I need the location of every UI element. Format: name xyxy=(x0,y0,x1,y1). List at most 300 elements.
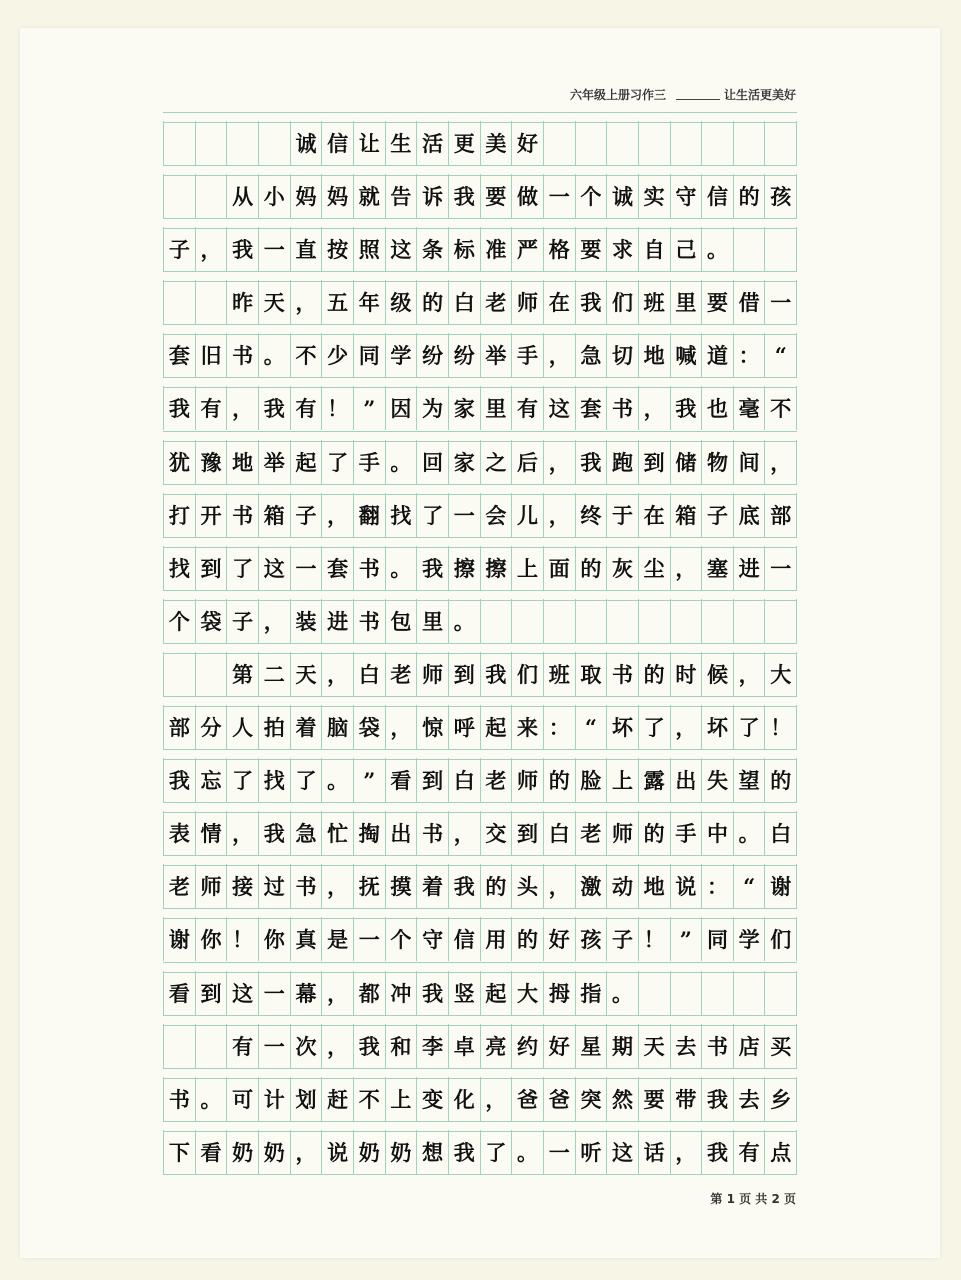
grid-cell: 美 xyxy=(480,121,512,165)
grid-cell: 子 xyxy=(226,599,258,643)
grid-cell: 我 xyxy=(575,440,607,484)
grid-cell: 接 xyxy=(226,864,258,908)
grid-cell: 失 xyxy=(701,758,733,802)
grid-cell: 了 xyxy=(480,1130,512,1174)
grid-cell xyxy=(606,599,638,643)
grid-cell: 信 xyxy=(321,121,353,165)
grid-cell: 书 xyxy=(353,546,385,590)
row-cells xyxy=(163,1024,797,1068)
grid-cell: 不 xyxy=(764,386,797,430)
grid-cell: 真 xyxy=(290,917,322,961)
text-row xyxy=(163,218,797,271)
grid-cell: 买 xyxy=(764,1024,797,1068)
grid-cell: 我 xyxy=(448,1130,480,1174)
grid-cell: 突 xyxy=(575,1077,607,1121)
grid-bottom-line xyxy=(163,1174,797,1175)
grid-cell: 旧 xyxy=(195,333,227,377)
grid-cell: 急 xyxy=(575,333,607,377)
grid-cell: 有 xyxy=(733,1130,765,1174)
grid-cell: 动 xyxy=(606,864,638,908)
grid-cell: 说 xyxy=(670,864,702,908)
grid-cell: ， xyxy=(385,705,417,749)
text-row xyxy=(163,643,797,696)
grid-cell: “ xyxy=(575,705,607,749)
grid-cell xyxy=(670,121,702,165)
grid-cell: 化 xyxy=(448,1077,480,1121)
grid-cell: ” xyxy=(353,758,385,802)
grid-cell: 来 xyxy=(511,705,543,749)
grid-cell: 期 xyxy=(606,1024,638,1068)
grid-cell: 了 xyxy=(638,705,670,749)
grid-cell: 一 xyxy=(448,493,480,537)
grid-cell: 翻 xyxy=(353,493,385,537)
grid-cell: 己 xyxy=(670,227,702,271)
grid-cell xyxy=(670,971,702,1015)
grid-cell: 都 xyxy=(353,971,385,1015)
grid-cell: 要 xyxy=(638,1077,670,1121)
grid-cell: 少 xyxy=(321,333,353,377)
grid-cell: 们 xyxy=(511,652,543,696)
grid-cell: 诚 xyxy=(290,121,322,165)
grid-cell: 一 xyxy=(764,546,797,590)
grid-cell: 后 xyxy=(511,440,543,484)
grid-cell: 时 xyxy=(670,652,702,696)
grid-cell xyxy=(195,280,227,324)
grid-cell: 更 xyxy=(448,121,480,165)
grid-cell xyxy=(701,599,733,643)
grid-cell: 爸 xyxy=(511,1077,543,1121)
grid-cell: 切 xyxy=(606,333,638,377)
grid-cell: 天 xyxy=(290,652,322,696)
grid-cell: 举 xyxy=(480,333,512,377)
grid-cell: 说 xyxy=(321,1130,353,1174)
grid-cell: 赶 xyxy=(321,1077,353,1121)
grid-cell: 里 xyxy=(670,280,702,324)
grid-cell: 奶 xyxy=(258,1130,290,1174)
grid-cell: 之 xyxy=(480,440,512,484)
grid-cell: ， xyxy=(290,280,322,324)
grid-cell: 在 xyxy=(543,280,575,324)
grid-cell xyxy=(733,599,765,643)
grid-cell: 白 xyxy=(448,280,480,324)
grid-cell xyxy=(575,121,607,165)
grid-cell: ： xyxy=(543,705,575,749)
grid-cell: 我 xyxy=(480,652,512,696)
row-cells xyxy=(163,1130,797,1174)
grid-cell: 找 xyxy=(258,758,290,802)
grid-cell: 套 xyxy=(163,333,195,377)
grid-cell: 约 xyxy=(511,1024,543,1068)
row-cells xyxy=(163,386,797,430)
grid-cell: 的 xyxy=(480,864,512,908)
grid-cell: 箱 xyxy=(670,493,702,537)
grid-cell: 孩 xyxy=(764,174,797,218)
grid-cell: 地 xyxy=(638,333,670,377)
text-row xyxy=(163,855,797,908)
grid-cell: 带 xyxy=(670,1077,702,1121)
grid-cell: 的 xyxy=(543,758,575,802)
grid-cell xyxy=(701,121,733,165)
grid-cell: 看 xyxy=(195,1130,227,1174)
grid-cell: 星 xyxy=(575,1024,607,1068)
grid-cell: 奶 xyxy=(226,1130,258,1174)
grid-cell xyxy=(733,227,765,271)
grid-cell: 二 xyxy=(258,652,290,696)
grid-cell: 我 xyxy=(448,174,480,218)
grid-cell: 谢 xyxy=(764,864,797,908)
grid-cell: 了 xyxy=(226,546,258,590)
grid-cell: 坏 xyxy=(606,705,638,749)
grid-cell: 照 xyxy=(353,227,385,271)
grid-cell: 了 xyxy=(733,705,765,749)
grid-cell: 天 xyxy=(258,280,290,324)
grid-cell xyxy=(195,121,227,165)
grid-cell: 出 xyxy=(670,758,702,802)
grid-cell: 。 xyxy=(448,599,480,643)
grid-cell: 因 xyxy=(385,386,417,430)
grid-cell: ， xyxy=(321,1024,353,1068)
grid-cell: 你 xyxy=(258,917,290,961)
grid-cell: 头 xyxy=(511,864,543,908)
grid-cell: 店 xyxy=(733,1024,765,1068)
grid-cell: 擦 xyxy=(448,546,480,590)
grid-cell: 一 xyxy=(258,227,290,271)
text-row xyxy=(163,324,797,377)
grid-cell: 一 xyxy=(764,280,797,324)
grid-cell xyxy=(733,121,765,165)
grid-cell: 想 xyxy=(416,1130,448,1174)
grid-cell: 我 xyxy=(416,971,448,1015)
grid-cell: 李 xyxy=(416,1024,448,1068)
grid-cell: 我 xyxy=(353,1024,385,1068)
grid-cell: 开 xyxy=(195,493,227,537)
grid-cell: 同 xyxy=(701,917,733,961)
grid-cell: 装 xyxy=(290,599,322,643)
grid-cell: 乡 xyxy=(764,1077,797,1121)
grid-cell: 着 xyxy=(290,705,322,749)
grid-cell: ， xyxy=(195,227,227,271)
grid-cell: ， xyxy=(543,333,575,377)
grid-cell: 书 xyxy=(606,386,638,430)
grid-cell: 手 xyxy=(670,811,702,855)
grid-cell: 望 xyxy=(733,758,765,802)
grid-cell: 部 xyxy=(764,493,797,537)
grid-cell: 看 xyxy=(385,758,417,802)
grid-cell: 中 xyxy=(701,811,733,855)
grid-cell: 回 xyxy=(416,440,448,484)
grid-cell: 。 xyxy=(606,971,638,1015)
grid-cell: 过 xyxy=(258,864,290,908)
grid-cell: 书 xyxy=(290,864,322,908)
grid-cell: 有 xyxy=(226,1024,258,1068)
grid-cell: 终 xyxy=(575,493,607,537)
grid-cell: 情 xyxy=(195,811,227,855)
grid-cell: 塞 xyxy=(701,546,733,590)
grid-cell: 起 xyxy=(290,440,322,484)
grid-cell xyxy=(163,121,195,165)
grid-cell xyxy=(733,971,765,1015)
grid-cell: 脑 xyxy=(321,705,353,749)
grid-cell: 们 xyxy=(606,280,638,324)
grid-cell: 书 xyxy=(226,493,258,537)
grid-cell xyxy=(195,174,227,218)
grid-cell: 一 xyxy=(543,174,575,218)
grid-cell: 了 xyxy=(321,440,353,484)
grid-cell: 呼 xyxy=(448,705,480,749)
grid-cell: 我 xyxy=(670,386,702,430)
grid-cell: 摸 xyxy=(385,864,417,908)
grid-cell: 上 xyxy=(385,1077,417,1121)
grid-cell: ！ xyxy=(764,705,797,749)
grid-cell: 。 xyxy=(195,1077,227,1121)
grid-cell: ， xyxy=(448,811,480,855)
grid-cell: 准 xyxy=(480,227,512,271)
grid-cell: 点 xyxy=(764,1130,797,1174)
grid-cell: “ xyxy=(764,333,797,377)
grid-cell: 找 xyxy=(163,546,195,590)
grid-cell: 一 xyxy=(258,1024,290,1068)
grid-cell: 实 xyxy=(638,174,670,218)
grid-cell: 脸 xyxy=(575,758,607,802)
row-cells xyxy=(163,864,797,908)
grid-cell: 手 xyxy=(353,440,385,484)
grid-cell: 们 xyxy=(764,917,797,961)
grid-cell: 一 xyxy=(290,546,322,590)
grid-cell xyxy=(163,174,195,218)
grid-cell: 取 xyxy=(575,652,607,696)
grid-cell: 我 xyxy=(258,811,290,855)
grid-cell: 子 xyxy=(290,493,322,537)
grid-cell: 诉 xyxy=(416,174,448,218)
grid-cell: 纷 xyxy=(416,333,448,377)
grid-cell: 举 xyxy=(258,440,290,484)
grid-cell: 了 xyxy=(416,493,448,537)
grid-cell: 师 xyxy=(511,758,543,802)
grid-cell: 白 xyxy=(764,811,797,855)
grid-cell: 掏 xyxy=(353,811,385,855)
grid-cell: 师 xyxy=(606,811,638,855)
grid-cell: 忘 xyxy=(195,758,227,802)
grid-cell: 物 xyxy=(701,440,733,484)
grid-cell: 纷 xyxy=(448,333,480,377)
grid-cell: 第 xyxy=(226,652,258,696)
grid-cell: 书 xyxy=(701,1024,733,1068)
grid-cell: 看 xyxy=(163,971,195,1015)
grid-cell: 妈 xyxy=(321,174,353,218)
grid-cell: 借 xyxy=(733,280,765,324)
grid-cell: 起 xyxy=(480,705,512,749)
grid-cell: 昨 xyxy=(226,280,258,324)
grid-cell: 老 xyxy=(575,811,607,855)
grid-cell: 交 xyxy=(480,811,512,855)
grid-cell: 可 xyxy=(226,1077,258,1121)
grid-cell: 守 xyxy=(416,917,448,961)
grid-cell: 我 xyxy=(163,758,195,802)
grid-cell: 子 xyxy=(163,227,195,271)
grid-cell xyxy=(226,121,258,165)
grid-cell: 要 xyxy=(575,227,607,271)
grid-cell: ， xyxy=(258,599,290,643)
text-row xyxy=(163,1015,797,1068)
text-row xyxy=(163,431,797,484)
grid-cell: 家 xyxy=(448,386,480,430)
grid-cell: 大 xyxy=(764,652,797,696)
row-cells xyxy=(163,174,797,218)
grid-cell: ！ xyxy=(638,917,670,961)
grid-cell: 卓 xyxy=(448,1024,480,1068)
grid-cell xyxy=(606,121,638,165)
grid-cell: ， xyxy=(764,440,797,484)
grid-cell: 诚 xyxy=(606,174,638,218)
grid-cell xyxy=(163,1024,195,1068)
grid-cell: ， xyxy=(226,386,258,430)
topic-label: 让生活更美好 xyxy=(723,88,796,102)
grid-cell: ： xyxy=(733,333,765,377)
grid-cell: 一 xyxy=(353,917,385,961)
grid-cell: 这 xyxy=(258,546,290,590)
grid-cell xyxy=(258,121,290,165)
grid-cell: 里 xyxy=(480,386,512,430)
text-row xyxy=(163,962,797,1015)
grid-cell: 指 xyxy=(575,971,607,1015)
grid-cell: 到 xyxy=(195,546,227,590)
grid-cell: 老 xyxy=(385,652,417,696)
grid-cell: 面 xyxy=(543,546,575,590)
grid-cell: 白 xyxy=(448,758,480,802)
grid-cell: 出 xyxy=(385,811,417,855)
grid-cell: 道 xyxy=(701,333,733,377)
grid-cell: 一 xyxy=(543,1130,575,1174)
row-cells xyxy=(163,493,797,537)
grid-cell: 标 xyxy=(448,227,480,271)
grid-cell: 我 xyxy=(226,227,258,271)
grid-cell: 。 xyxy=(385,546,417,590)
grid-cell: 的 xyxy=(733,174,765,218)
grid-cell: 到 xyxy=(511,811,543,855)
grid-cell: 的 xyxy=(638,811,670,855)
grid-cell xyxy=(543,121,575,165)
grid-cell: 于 xyxy=(606,493,638,537)
grid-cell: 竖 xyxy=(448,971,480,1015)
grid-cell: 直 xyxy=(290,227,322,271)
grid-cell: 跑 xyxy=(606,440,638,484)
grid-cell: 这 xyxy=(606,1130,638,1174)
grid-cell xyxy=(638,971,670,1015)
row-cells xyxy=(163,917,797,961)
grid-cell: 地 xyxy=(638,864,670,908)
grid-cell xyxy=(511,599,543,643)
grid-cell: 听 xyxy=(575,1130,607,1174)
grid-cell: 起 xyxy=(480,971,512,1015)
grid-cell xyxy=(195,1024,227,1068)
grid-cell: 有 xyxy=(290,386,322,430)
grid-cell: 天 xyxy=(638,1024,670,1068)
grid-cell: 我 xyxy=(258,386,290,430)
grid-cell: 你 xyxy=(195,917,227,961)
grid-cell: 。 xyxy=(701,227,733,271)
grid-cell: ， xyxy=(321,493,353,537)
grid-cell: 有 xyxy=(195,386,227,430)
grid-cell: 好 xyxy=(511,121,543,165)
grid-cell: “ xyxy=(733,864,765,908)
grid-cell: 不 xyxy=(290,333,322,377)
grid-cell: 守 xyxy=(670,174,702,218)
grid-cell: 孩 xyxy=(575,917,607,961)
grid-cell: 子 xyxy=(701,493,733,537)
grid-cell: 班 xyxy=(543,652,575,696)
grid-cell: 去 xyxy=(670,1024,702,1068)
grid-cell: 五 xyxy=(321,280,353,324)
grid-cell: 生 xyxy=(385,121,417,165)
grid-cell: 师 xyxy=(195,864,227,908)
grid-cell: 书 xyxy=(226,333,258,377)
grid-cell: ” xyxy=(670,917,702,961)
grid-cell: 了 xyxy=(290,758,322,802)
grid-cell: 我 xyxy=(416,546,448,590)
grid-cell: 在 xyxy=(638,493,670,537)
grid-cell: 求 xyxy=(606,227,638,271)
row-cells xyxy=(163,652,797,696)
grid-cell xyxy=(163,652,195,696)
grid-cell: 奶 xyxy=(353,1130,385,1174)
grid-cell: 这 xyxy=(226,971,258,1015)
grid-cell: 活 xyxy=(416,121,448,165)
grid-cell: 妈 xyxy=(290,174,322,218)
grid-cell: 个 xyxy=(575,174,607,218)
grid-cell: 箱 xyxy=(258,493,290,537)
grid-cell: 级 xyxy=(385,280,417,324)
row-cells xyxy=(163,971,797,1015)
grid-cell: 班 xyxy=(638,280,670,324)
grid-cell: 拍 xyxy=(258,705,290,749)
grid-cell: ， xyxy=(321,971,353,1015)
row-cells xyxy=(163,705,797,749)
grid-cell: 白 xyxy=(543,811,575,855)
grid-cell xyxy=(670,599,702,643)
grid-cell: 年 xyxy=(353,280,385,324)
grid-cell: 找 xyxy=(385,493,417,537)
grid-cell: 人 xyxy=(226,705,258,749)
grid-cell: 严 xyxy=(511,227,543,271)
row-cells xyxy=(163,333,797,377)
grid-cell: 急 xyxy=(290,811,322,855)
grid-cell: 的 xyxy=(416,280,448,324)
grid-cell: 我 xyxy=(163,386,195,430)
grid-cell: 我 xyxy=(701,1130,733,1174)
grid-cell: 书 xyxy=(606,652,638,696)
grid-cell: 储 xyxy=(670,440,702,484)
grid-cell: 擦 xyxy=(480,546,512,590)
row-cells xyxy=(163,811,797,855)
grid-cell: 计 xyxy=(258,1077,290,1121)
grid-cell: 我 xyxy=(448,864,480,908)
grid-cell xyxy=(195,652,227,696)
grid-cell: 到 xyxy=(195,971,227,1015)
grid-cell: 变 xyxy=(416,1077,448,1121)
grid-cell: 不 xyxy=(353,1077,385,1121)
grid-cell: 毫 xyxy=(733,386,765,430)
grid-cell: 格 xyxy=(543,227,575,271)
grid-cell: 次 xyxy=(290,1024,322,1068)
grid-cell: 激 xyxy=(575,864,607,908)
row-cells xyxy=(163,599,797,643)
grid-cell: 打 xyxy=(163,493,195,537)
grid-cell: 。 xyxy=(511,1130,543,1174)
grid-cell: 豫 xyxy=(195,440,227,484)
grid-cell: 是 xyxy=(321,917,353,961)
grid-cell: ， xyxy=(670,705,702,749)
grid-cell: 按 xyxy=(321,227,353,271)
